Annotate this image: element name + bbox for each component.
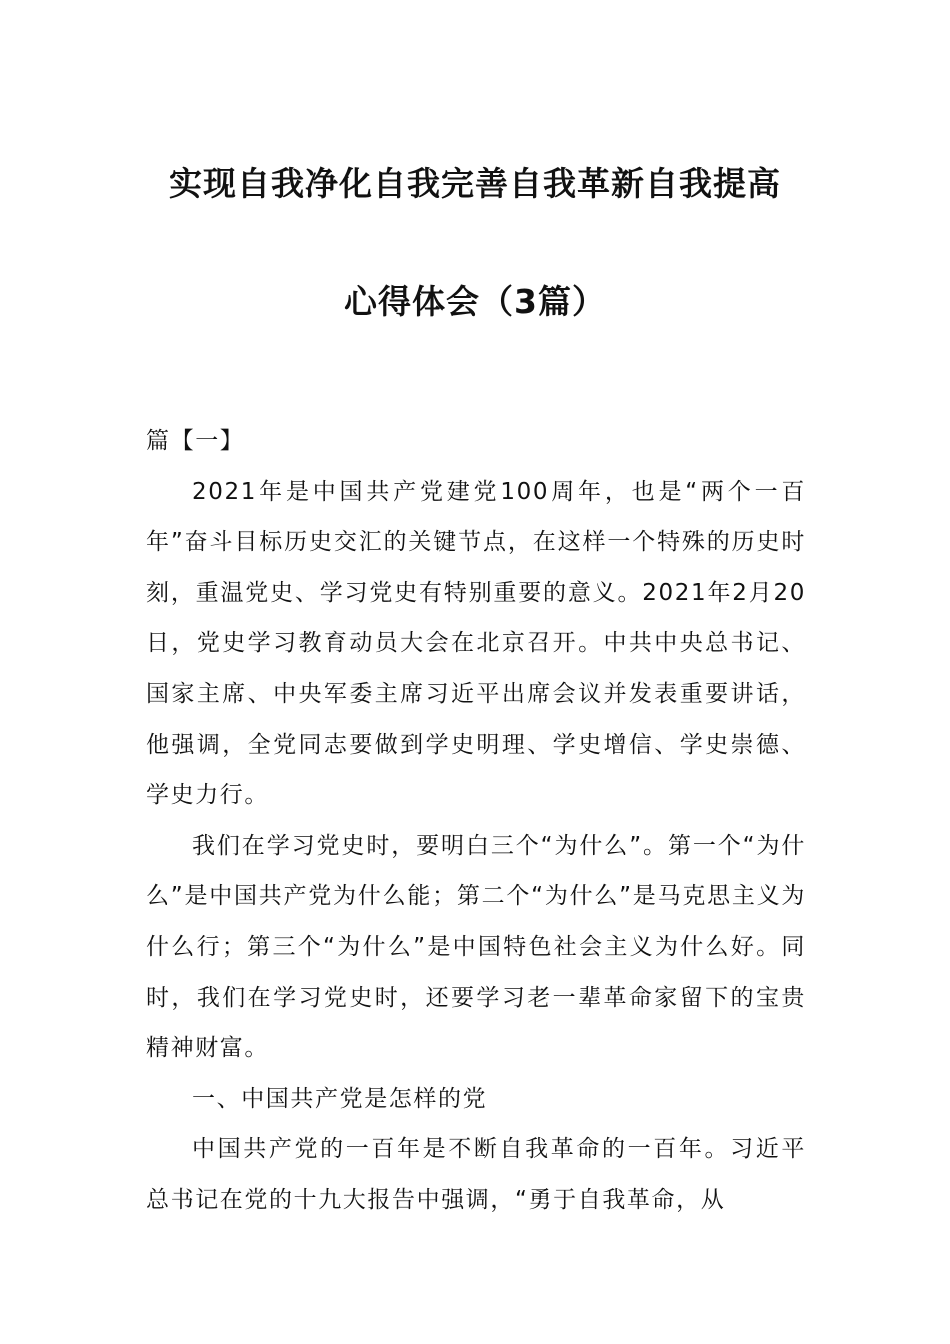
paragraph: 中国共产党的一百年是不断自我革命的一百年。习近平总书记在党的十九大报告中强调，“勇于自我革命，从	[146, 1136, 806, 1213]
section-heading: 一、中国共产党是怎样的党	[192, 1085, 488, 1112]
document-title-line-1: 实现自我净化自我完善自我革新自我提高	[169, 164, 781, 203]
document-title-line-2: 心得体会（3篇）	[344, 282, 606, 321]
paragraph: 我们在学习党史时，要明白三个“为什么”。第一个“为什么”是中国共产党为什么能；第二个“为什么”是马克思主义为什么行；第三个“为什么”是中国特色社会主义为什么好。同时，我们在学习党史时，还要学习老一辈革命家留下的宝贵精神财富。	[146, 832, 806, 1062]
paragraph: 2021年是中国共产党建党100周年，也是“两个一百年”奋斗目标历史交汇的关键节点，在这样一个特殊的历史时刻，重温党史、学习党史有特别重要的意义。2021年2月20日，党史学习教育动员大会在北京召开。中共中央总书记、国家主席、中央军委主席习近平出席会议并发表重要讲话，他强调，全党同志要做到学史明理、学史增信、学史崇德、学史力行。	[146, 478, 806, 809]
document-body	[146, 416, 806, 1226]
section-label: 篇【一】	[146, 428, 245, 454]
